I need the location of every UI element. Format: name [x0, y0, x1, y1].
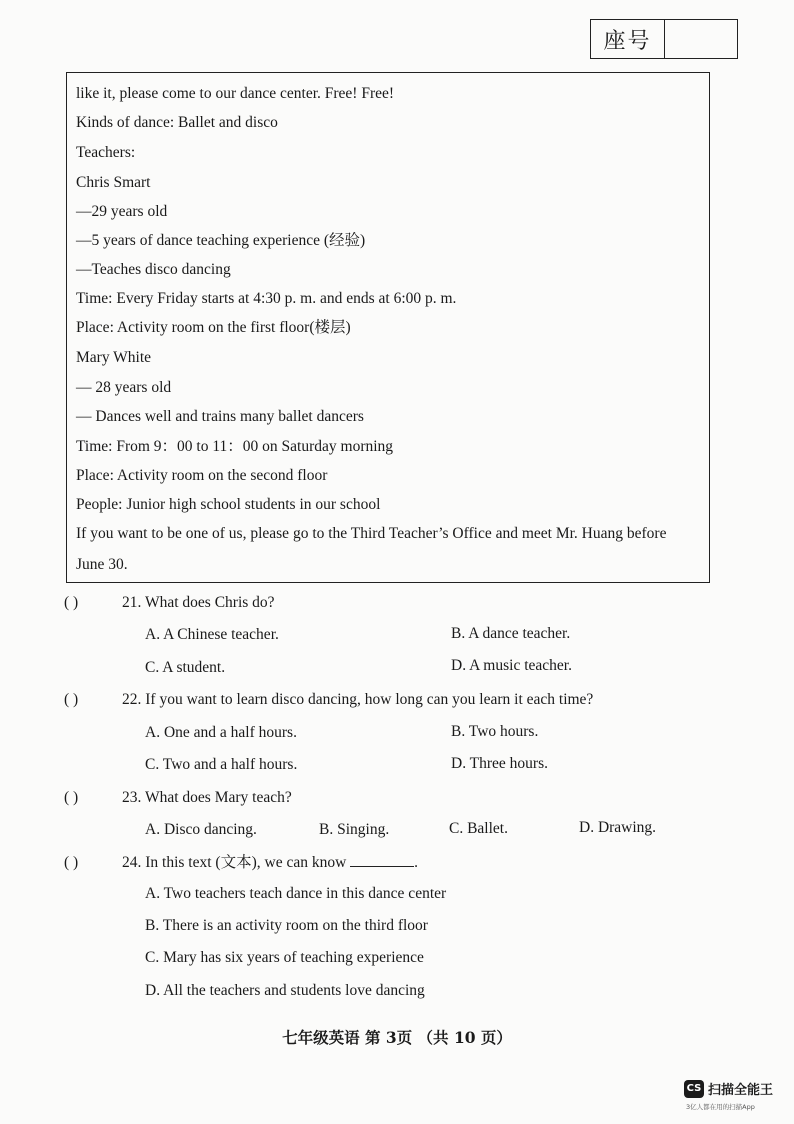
notice-line: Place: Activity room on the first floor(楼层): [76, 319, 351, 336]
scanner-watermark: [684, 1079, 773, 1098]
option: C. A student.: [145, 659, 226, 676]
notice-line: —29 years old: [76, 203, 168, 220]
option: A. One and a half hours.: [145, 724, 297, 741]
notice-line: June 30.: [76, 556, 128, 573]
option: C. Two and a half hours.: [145, 756, 298, 773]
option: B. There is an activity room on the third floor: [145, 917, 428, 934]
option: D. Three hours.: [451, 755, 548, 772]
question-text: 24. In this text (文本), we can know: [122, 854, 347, 871]
option: A. Two teachers teach dance in this dance center: [145, 885, 447, 902]
camscanner-icon: CS: [684, 1080, 704, 1098]
scanner-tagline: 3亿人都在用的扫描App: [686, 1103, 755, 1111]
notice-line: People: Junior high school students in our school: [76, 496, 381, 513]
option: C. Ballet.: [449, 820, 508, 837]
scanner-app-name: 扫描全能王: [708, 1083, 774, 1098]
seat-number-field[interactable]: [665, 20, 737, 58]
notice-line: — 28 years old: [76, 379, 172, 396]
answer-blank[interactable]: ( ): [64, 854, 79, 871]
option: B. Two hours.: [451, 723, 539, 740]
notice-line: Time: Every Friday starts at 4:30 p. m. and ends at 6:00 p. m.: [76, 290, 457, 307]
notice-line: Teachers:: [76, 144, 136, 161]
answer-blank[interactable]: ( ): [64, 789, 79, 806]
notice-line: Kinds of dance: Ballet and disco: [76, 114, 278, 131]
question-23: [64, 788, 292, 808]
notice-line: Mary White: [76, 349, 152, 366]
notice-line: — Dances well and trains many ballet dancers: [76, 408, 364, 425]
option: B. Singing.: [319, 821, 390, 838]
fill-in-blank[interactable]: [350, 852, 414, 867]
notice-line: Place: Activity room on the second floor: [76, 467, 328, 484]
notice-line: Chris Smart: [76, 174, 151, 191]
option: C. Mary has six years of teaching experience: [145, 949, 424, 966]
notice-line: —Teaches disco dancing: [76, 261, 231, 278]
option: D. A music teacher.: [451, 657, 572, 674]
question-text: 23. What does Mary teach?: [122, 789, 292, 806]
option: A. Disco dancing.: [145, 821, 257, 838]
page-footer: 七年级英语 第 3页 （共 10 页）: [282, 1028, 512, 1047]
seat-number-label: 座号: [591, 20, 665, 58]
notice-line: If you want to be one of us, please go to the Third Teacher’s Office and meet Mr. Huang before: [76, 525, 667, 542]
option: D. All the teachers and students love dancing: [145, 982, 425, 999]
question-text: 21. What does Chris do?: [122, 594, 275, 611]
question-22: [64, 690, 593, 710]
notice-line: Time: From 9：00 to 11：00 on Saturday morning: [76, 438, 394, 455]
option: A. A Chinese teacher.: [145, 626, 279, 643]
option: B. A dance teacher.: [451, 625, 571, 642]
option: D. Drawing.: [579, 819, 657, 836]
question-text: 22. If you want to learn disco dancing, how long can you learn it each time?: [122, 691, 594, 708]
answer-blank[interactable]: ( ): [64, 594, 79, 611]
question-24: [64, 852, 418, 873]
seat-number-box: [590, 19, 738, 59]
notice-line: like it, please come to our dance center. Free! Free!: [76, 85, 395, 102]
answer-blank[interactable]: ( ): [64, 691, 79, 708]
notice-line: —5 years of dance teaching experience (经验): [76, 232, 366, 249]
question-21: [64, 593, 275, 613]
question-text-end: .: [414, 854, 419, 871]
